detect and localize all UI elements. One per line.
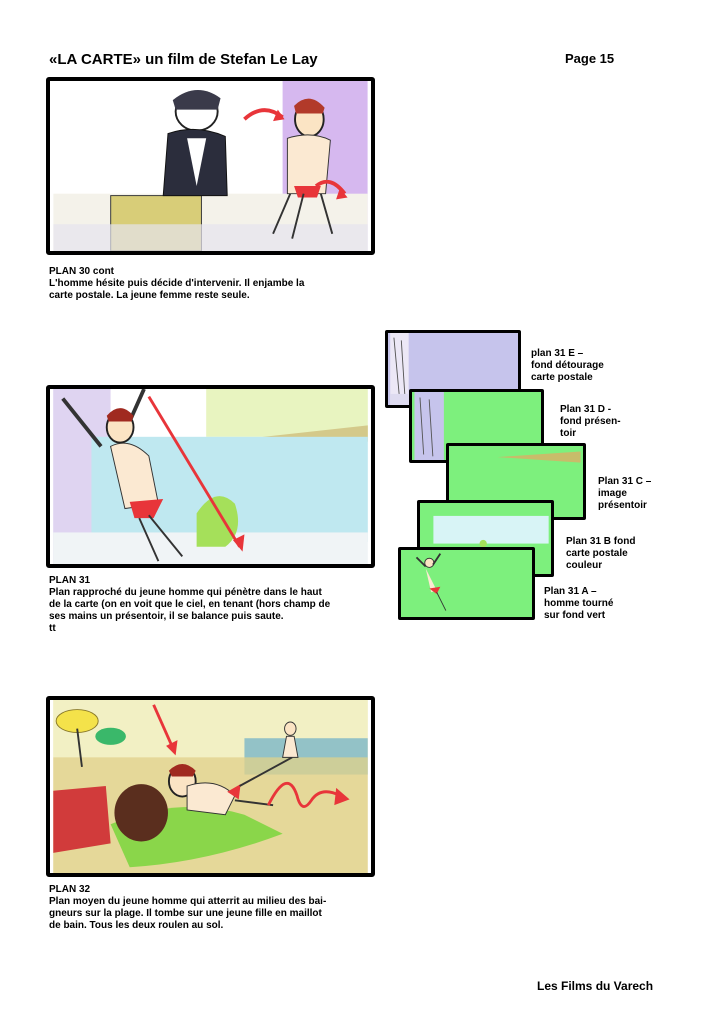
layer-31d-label: Plan 31 D - fond présen- toir [560,404,621,439]
storyboard-frame-plan-31 [46,385,375,568]
plan-31-label: PLAN 31 [49,575,91,586]
plan-32-description: Plan moyen du jeune homme qui atterrit au milieu des bai- gneurs sur la plage. Il tombe sur une jeune fille en maillot de bain. Tous les deux roulen au sol. [49,896,327,931]
storyboard-frame-plan-30 [46,77,375,255]
layer-31b-label: Plan 31 B fond carte postale couleur [566,536,636,571]
footer-credit: Les Films du Varech [537,979,654,993]
layer-31a-man-green-screen [398,547,535,620]
plan-31-description: Plan rapproché du jeune homme qui pénètre dans le haut de la carte (on en voit que le ciel, en tenant (hors champ de ses mains un présentoir, il se balance puis saute. tt [49,587,331,634]
layer-31a-label: Plan 31 A – homme tourné sur fond vert [544,586,614,621]
sketch-man-landing-on-beach [50,700,371,873]
page-number: Page 15 [565,51,615,66]
plan-30-description: L'homme hésite puis décide d'intervenir. Il enjambe la carte postale. La jeune femme reste seule. [49,278,305,301]
layer-31c-label: Plan 31 C – image présentoir [598,476,652,511]
page-title: «LA CARTE» un film de Stefan Le Lay [49,51,318,68]
plan-30-label: PLAN 30 cont [49,266,115,277]
sketch-man-stepping-over-card [50,81,371,251]
layer-31e-label: plan 31 E – fond détourage carte postale [531,348,604,383]
storyboard-frame-plan-32 [46,696,375,877]
sketch-man-swinging [50,389,371,564]
plan-32-label: PLAN 32 [49,884,91,895]
